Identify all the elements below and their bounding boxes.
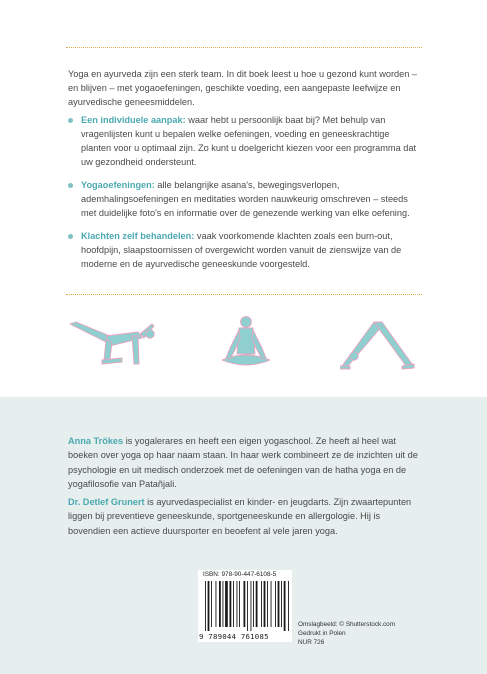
list-item: [68, 178, 420, 220]
bullet-dot-icon: [68, 183, 73, 188]
print-location: Gedrukt in Polen: [298, 629, 346, 637]
bullet-term: Een individuele aanpak:: [81, 115, 186, 125]
feature-list: [68, 113, 420, 280]
yoga-figures: [0, 312, 487, 372]
dotted-rule-bottom: [66, 294, 422, 295]
author-name: Anna Trökes: [68, 436, 124, 446]
credits-block: [298, 621, 428, 647]
barcode-icon: [204, 581, 290, 631]
bullet-text: alle belangrijke asana's, bewegingsverlopen, ademhalingsoefeningen en meditaties worden nauwkeurig omschreven – steeds met duidelijke foto's en informatie over de genezende werking van elke oefening.: [81, 180, 410, 218]
bullet-dot-icon: [68, 234, 73, 239]
yoga-pose-meditation-icon: [218, 314, 274, 372]
author-bio: [68, 495, 422, 538]
yoga-pose-balance-icon: [66, 318, 158, 370]
dotted-rule-top: [66, 47, 422, 48]
isbn-label: ISBN: 978-90-447-6108-5: [203, 571, 277, 578]
yoga-pose-downward-dog-icon: [340, 316, 416, 372]
bullet-dot-icon: [68, 118, 73, 123]
author-description: is yogalerares en heeft een eigen yogaschool. Ze heeft al heel wat boeken over yoga op haar naam staan. In haar werk combineert ze de inzichten uit de psychologie en uit medisch onderzoek met de oefeningen van de hatha yoga en de yogafilosofie van Patañjali.: [68, 436, 418, 489]
author-name: Dr. Detlef Grunert: [68, 497, 145, 507]
barcode-digits: 9 789044 761085: [199, 632, 269, 641]
bullet-term: Yogaoefeningen:: [81, 180, 155, 190]
author-bio: [68, 434, 422, 491]
intro-paragraph: Yoga en ayurveda zijn een sterk team. In dit boek leest u hoe u gezond kunt worden – en blijven – met yogaoefeningen, geschikte voeding, een aangepaste leefwijze en ayurvedische geneesmiddelen.: [68, 69, 418, 107]
list-item: [68, 229, 420, 271]
cover-credit: Omslagbeeld: © Shutterstock.com: [298, 621, 396, 628]
list-item: [68, 113, 420, 169]
author-description: is ayurvedaspecialist en kinder- en jeugdarts. Zijn zwaartepunten liggen bij preventieve geneeskunde, sportgeneeskunde en allergologie. Hij is bovendien een actieve duursporter en beoefent al vele jaren yoga.: [68, 497, 412, 536]
nur-code: NUR 726: [298, 638, 325, 646]
bullet-term: Klachten zelf behandelen:: [81, 231, 195, 241]
bullet-text: waar hebt u persoonlijk baat bij? Met behulp van vragenlijsten kunt u bepalen welke oefeningen, voeding en geneeskrachtige planten voor u optimaal zijn. Zo kunt u doelgericht kiezen voor een programma dat uw gezondheid ondersteunt.: [81, 115, 417, 167]
bullet-text: vaak voorkomende klachten zoals een burn-out, hoofdpijn, slaapstoornissen of overgewicht worden vanuit de zienswijze van de moderne en de ayurvedische geneeskunde voorgesteld.: [81, 231, 402, 269]
